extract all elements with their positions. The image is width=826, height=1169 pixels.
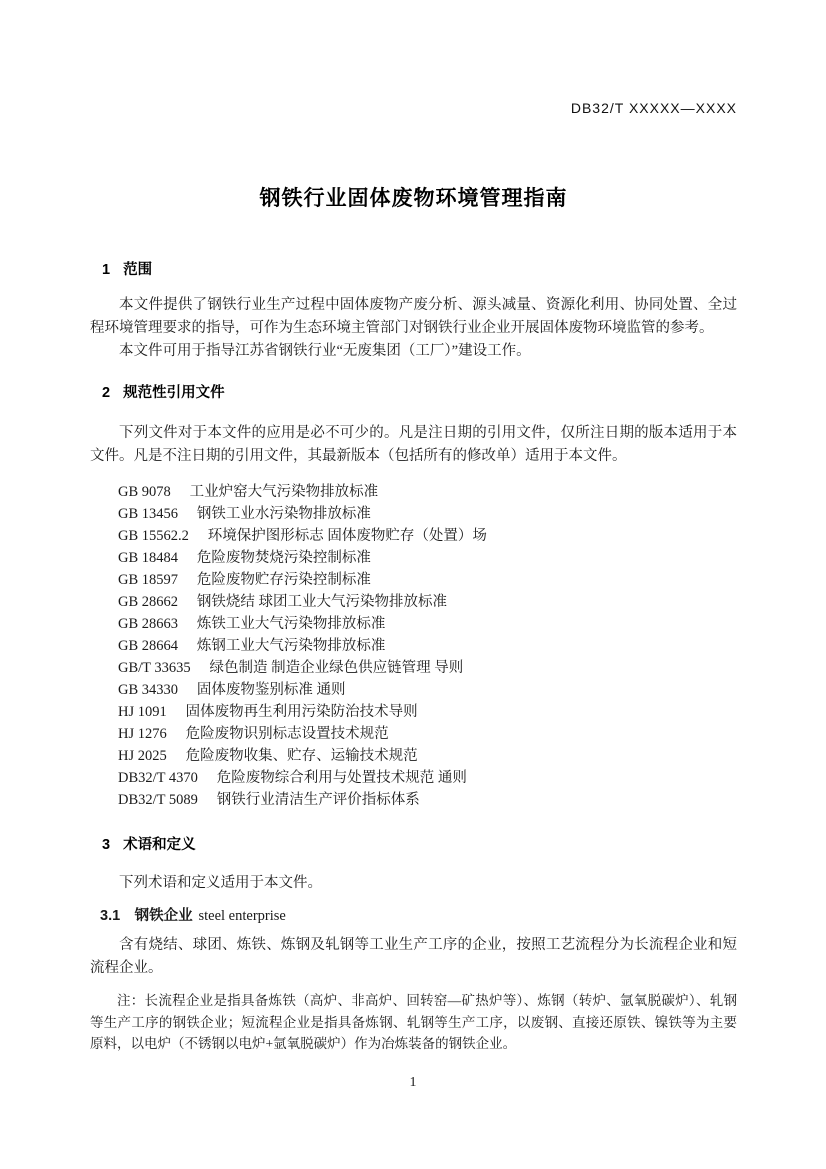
section-terms-definitions: [90, 833, 737, 1055]
reference-item: [118, 481, 737, 503]
reference-code: DB32/T 5089: [118, 792, 198, 808]
reference-item: [118, 745, 737, 767]
section-number: 2: [102, 385, 111, 401]
section-heading-label: 规范性引用文件: [123, 385, 225, 401]
reference-item: [118, 767, 737, 789]
scope-paragraph-2: 本文件可用于指导江苏省钢铁行业“无废集团（工厂）”建设工作。: [119, 343, 531, 359]
reference-item: [118, 723, 737, 745]
reference-title: 环境保护图形标志 固体废物贮存（处置）场: [207, 528, 487, 544]
reference-code: GB 18484: [118, 550, 179, 566]
reference-code: HJ 1276: [118, 726, 167, 742]
reference-title: 工业炉窑大气污染物排放标准: [189, 484, 379, 500]
section-heading-scope: [102, 258, 737, 278]
normative-references-list: [90, 481, 737, 811]
reference-code: GB 28663: [118, 616, 179, 632]
section-heading-terms: [102, 833, 737, 853]
reference-title: 危险废物贮存污染控制标准: [196, 572, 371, 588]
page-number: 1: [409, 1075, 417, 1090]
reference-title: 危险废物收集、贮存、运输技术规范: [185, 748, 418, 764]
reference-item: [118, 657, 737, 679]
reference-code: GB 18597: [118, 572, 179, 588]
section-heading-references: [102, 381, 737, 401]
references-intro: 下列文件对于本文件的应用是必不可少的。凡是注日期的引用文件，仅所注日期的版本适用于本文件。凡是不注日期的引用文件，其最新版本（包括所有的修改单）适用于本文件。: [90, 425, 737, 464]
reference-title: 危险废物焚烧污染控制标准: [196, 550, 371, 566]
reference-code: GB 13456: [118, 506, 179, 522]
reference-code: GB 34330: [118, 682, 179, 698]
reference-title: 固体废物再生利用污染防治技术导则: [185, 704, 418, 720]
section-heading-label: 范围: [123, 262, 153, 278]
term-definition: 含有烧结、球团、炼铁、炼钢及轧钢等工业生产工序的企业，按照工艺流程分为长流程企业和短流程企业。: [90, 937, 737, 976]
section-number: 1: [102, 262, 111, 278]
reference-title: 钢铁烧结 球团工业大气污染物排放标准: [196, 594, 447, 610]
term-note: 注：长流程企业是指具备炼铁（高炉、非高炉、回转窑—矿热炉等）、炼钢（转炉、氩氧脱碳炉）、轧钢等生产工序的钢铁企业；短流程企业是指具备炼钢、轧钢等生产工序，以废钢、直接还原铁、镍铁等为主要原料，以电炉（不锈钢以电炉+氩氧脱碳炉）作为冶炼装备的钢铁企业。: [90, 993, 737, 1051]
section-normative-references: [90, 381, 737, 811]
reference-item: [118, 547, 737, 569]
term-name-zh: 钢铁企业: [134, 908, 193, 924]
scope-paragraph-1: 本文件提供了钢铁行业生产过程中固体废物产废分析、源头减量、资源化利用、协同处置、全过程环境管理要求的指导，可作为生态环境主管部门对钢铁行业企业开展固体废物环境监管的参考。: [90, 297, 737, 336]
reference-code: GB/T 33635: [118, 660, 191, 676]
section-number: 3: [102, 837, 111, 853]
reference-code: GB 28664: [118, 638, 179, 654]
reference-title: 危险废物识别标志设置技术规范: [185, 726, 389, 742]
reference-item: [118, 789, 737, 811]
reference-item: [118, 635, 737, 657]
reference-title: 炼钢工业大气污染物排放标准: [196, 638, 386, 654]
document-title: 钢铁行业固体废物环境管理指南: [259, 187, 568, 210]
reference-code: GB 15562.2: [118, 528, 189, 544]
terms-intro: 下列术语和定义适用于本文件。: [119, 875, 322, 891]
reference-item: [118, 591, 737, 613]
reference-item: [118, 701, 737, 723]
reference-title: 钢铁行业清洁生产评价指标体系: [216, 792, 420, 808]
term-number: 3.1: [100, 908, 121, 924]
reference-title: 炼铁工业大气污染物排放标准: [196, 616, 386, 632]
term-heading: [90, 904, 737, 924]
reference-code: HJ 1091: [118, 704, 167, 720]
reference-title: 危险废物综合利用与处置技术规范 通则: [216, 770, 467, 786]
reference-item: [118, 569, 737, 591]
reference-title: 绿色制造 制造企业绿色供应链管理 导则: [209, 660, 464, 676]
reference-item: [118, 679, 737, 701]
reference-item: [118, 613, 737, 635]
reference-code: GB 28662: [118, 594, 179, 610]
reference-code: GB 9078: [118, 484, 171, 500]
section-heading-label: 术语和定义: [123, 837, 196, 853]
reference-code: HJ 2025: [118, 748, 167, 764]
reference-title: 钢铁工业水污染物排放标准: [196, 506, 371, 522]
section-scope: [90, 258, 737, 363]
term-name-en: steel enterprise: [198, 908, 286, 924]
document-number: DB32/T XXXXX—XXXX: [570, 100, 737, 116]
reference-code: DB32/T 4370: [118, 770, 198, 786]
reference-title: 固体废物鉴别标准 通则: [196, 682, 346, 698]
reference-item: [118, 525, 737, 547]
reference-item: [118, 503, 737, 525]
